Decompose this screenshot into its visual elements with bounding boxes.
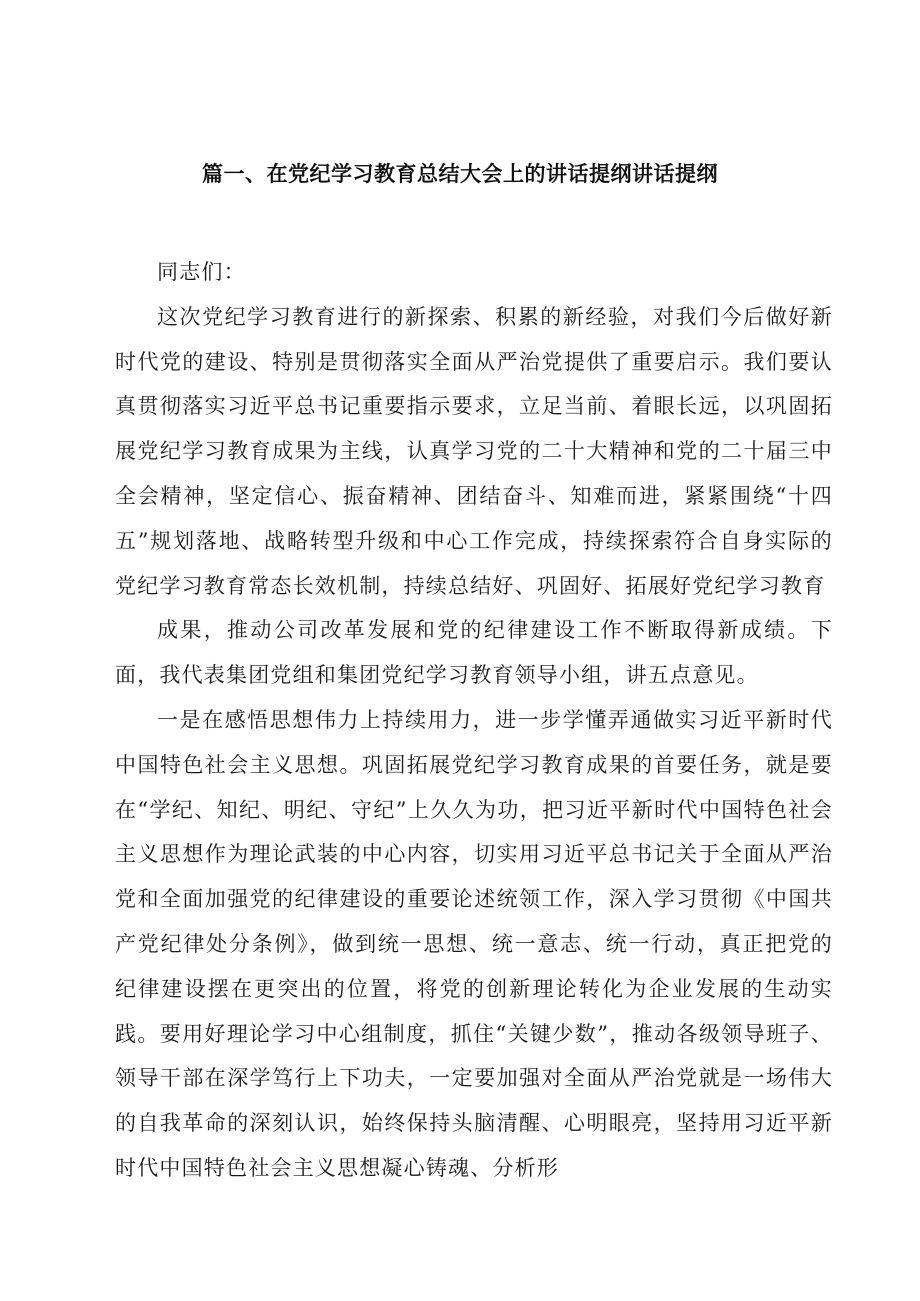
document-body [115, 250, 833, 1191]
paragraph-3: 一是在感悟思想伟力上持续用力，进一步学懂弄通做实习近平新时代中国特色社会主义思想。巩固拓展党纪学习教育成果的首要任务，就是要在“学纪、知纪、明纪、守纪”上久久为功，把习近平新时代中国特色社会主义思想作为理论武装的中心内容，切实用习近平总书记关于全面从严治党和全面加强党的纪律建设的重要论述统领工作，深入学习贯彻《中国共产党纪律处分条例》，做到统一思想、统一意志、统一行动，真正把党的纪律建设摆在更突出的位置，将党的创新理论转化为企业发展的生动实践。要用好理论学习中心组制度，抓住“关键少数”，推动各级领导班子、领导干部在深学笃行上下功夫，一定要加强对全面从严治党就是一场伟大的自我革命的深刻认识，始终保持头脑清醒、心明眼亮，坚持用习近平新时代中国特色社会主义思想凝心铸魂、分析形 [115, 707, 833, 1180]
paragraph-1: 这次党纪学习教育进行的新探索、积累的新经验，对我们今后做好新时代党的建设、特别是贯彻落实全面从严治党提供了重要启示。我们要认真贯彻落实习近平总书记重要指示要求，立足当前、着眼长远，以巩固拓展党纪学习教育成果为主线，认真学习党的二十大精神和党的二十届三中全会精神，坚定信心、振奋精神、团结奋斗、知难而进，紧紧围绕“十四五”规划落地、战略转型升级和中心工作完成，持续探索符合自身实际的党纪学习教育常态长效机制，持续总结好、巩固好、拓展好党纪学习教育 [115, 304, 833, 598]
document-title: 篇一、在党纪学习教育总结大会上的讲话提纲讲话提纲 [202, 162, 718, 186]
salutation: 同志们： [157, 260, 246, 284]
paragraph-2: 成果，推动公司改革发展和党的纪律建设工作不断取得新成绩。下面，我代表集团党组和集团党纪学习教育领导小组，讲五点意见。 [115, 618, 833, 688]
